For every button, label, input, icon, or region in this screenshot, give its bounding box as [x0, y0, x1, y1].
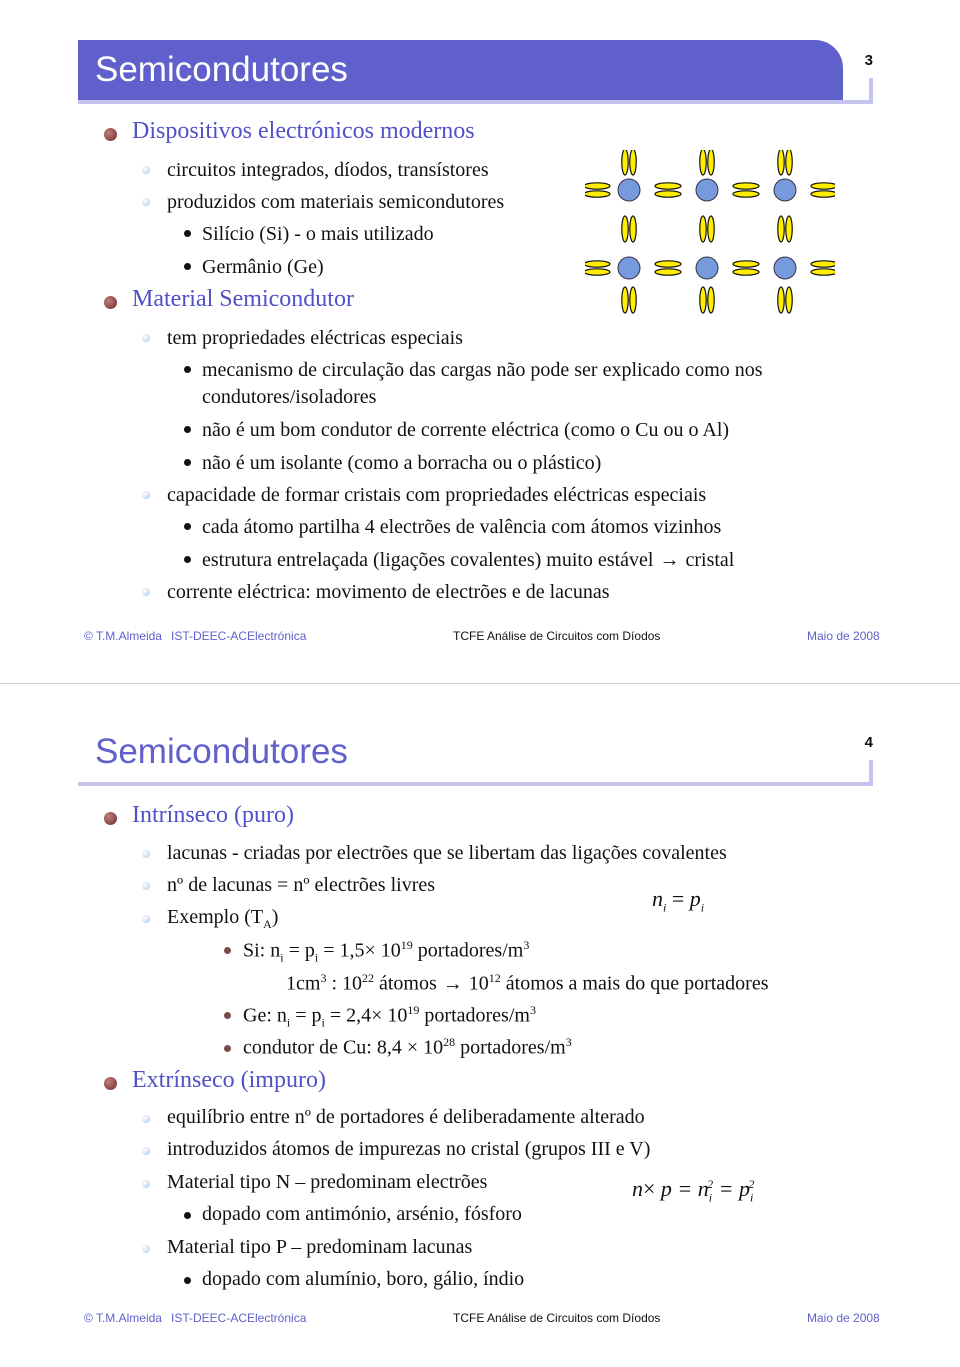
list-item-text: cristal [685, 549, 735, 571]
bullet-level3 [184, 459, 191, 466]
atom [774, 257, 796, 279]
footer-date: Maio de 2008 [807, 1311, 880, 1325]
slide-header [78, 40, 873, 100]
list-item: Silício (Si) - o mais utilizado [202, 223, 434, 245]
footer-dept: IST-DEEC-ACElectrónica [171, 629, 307, 643]
bullet-level3 [184, 366, 191, 373]
bullet-level1 [104, 296, 117, 309]
arrow-icon: → [659, 549, 680, 571]
slide-title: Semicondutores [95, 732, 348, 771]
list-item: circuitos integrados, díodos, transístores [167, 159, 489, 181]
title-rule-corner [869, 760, 873, 786]
bullet-level2 [142, 588, 150, 596]
atom [696, 257, 718, 279]
bullet-level3 [224, 1012, 231, 1019]
footer-course: TCFE Análise de Circuitos com Díodos [453, 1311, 661, 1325]
bullet-level3 [184, 523, 191, 530]
footer-course: TCFE Análise de Circuitos com Díodos [453, 629, 661, 643]
section-heading: Dispositivos electrónicos modernos [132, 118, 475, 144]
bullet-level2 [142, 850, 150, 858]
times-icon: × [364, 939, 376, 962]
bullet-level1 [104, 1077, 117, 1090]
list-item: tem propriedades eléctricas especiais [167, 327, 463, 349]
bullet-level2 [142, 1115, 150, 1123]
electron [585, 269, 610, 275]
page-number: 4 [864, 734, 873, 751]
electron [811, 183, 835, 189]
footer-author: © T.M.Almeida [84, 1311, 162, 1325]
electron [733, 191, 759, 197]
equation-intrinsic: $n_i = p_i$ [652, 886, 705, 915]
title-rule-corner [869, 78, 873, 104]
electron [786, 216, 792, 242]
footer-author: © T.M.Almeida [84, 629, 162, 643]
bullet-level3 [184, 426, 191, 433]
bullet-level2 [142, 1147, 150, 1155]
bullet-level2 [142, 491, 150, 499]
slide-title: Semicondutores [95, 50, 348, 89]
slide-3 [0, 0, 960, 683]
bullet-level2 [142, 334, 150, 342]
electron [622, 287, 628, 313]
list-item: corrente eléctrica: movimento de electrões e de lacunas [167, 581, 610, 603]
electron [778, 287, 784, 313]
electron [655, 261, 681, 267]
list-item: Si: $n_i = p_i = 1,5\times 10^{19}$ portadores/$m^3$ [243, 938, 530, 965]
bullet-level3 [224, 1045, 231, 1052]
electron [778, 216, 784, 242]
title-rule [78, 100, 873, 104]
electron [630, 150, 636, 175]
bullet-level3 [184, 556, 191, 563]
list-item: dopado com alumínio, boro, gálio, índio [202, 1268, 525, 1290]
electron [655, 269, 681, 275]
electron [708, 150, 714, 175]
list-item: lacunas - criadas por electrões que se libertam das ligações covalentes [167, 842, 727, 864]
electron [786, 287, 792, 313]
bullet-level2 [142, 166, 150, 174]
list-item: equilíbrio entre nº de portadores é deliberadamente alterado [167, 1106, 645, 1128]
list-item: dopado com antimónio, arsénio, fósforo [202, 1203, 522, 1225]
times-icon: × [643, 1176, 656, 1201]
list-item: capacidade de formar cristais com propriedades eléctricas especiais [167, 484, 707, 506]
title-rule [78, 782, 873, 786]
list-item: introduzidos átomos de impurezas no cristal (grupos III e V) [167, 1138, 651, 1160]
bullet-level3 [184, 230, 191, 237]
bullet-level2 [142, 882, 150, 890]
times-icon: × [406, 1036, 419, 1059]
atom [774, 179, 796, 201]
electron [811, 269, 835, 275]
bullet-level3 [184, 263, 191, 270]
list-item-continued: condutores/isoladores [202, 386, 377, 408]
electron [630, 287, 636, 313]
electron [733, 269, 759, 275]
bullet-level1 [104, 128, 117, 141]
list-item: produzidos com materiais semicondutores [167, 191, 505, 213]
footer-date: Maio de 2008 [807, 629, 880, 643]
list-item: cada átomo partilha 4 electrões de valência com átomos vizinhos [202, 516, 722, 538]
section-heading: Intrínseco (puro) [132, 802, 294, 828]
slide-4 [0, 684, 960, 1367]
atom [696, 179, 718, 201]
bullet-level2 [142, 915, 150, 923]
list-item-continued: $1cm^3$ : $10^{22}$ átomos → $10^{12}$ átomos a mais do que portadores [286, 971, 769, 995]
list-item: Ge: $n_i = p_i = 2,4\times 10^{19}$ portadores/$m^3$ [243, 1003, 536, 1030]
electron [655, 191, 681, 197]
electron [733, 261, 759, 267]
electron [708, 216, 714, 242]
electron [700, 150, 706, 175]
list-item [202, 549, 734, 572]
list-item: mecanismo de circulação das cargas não pode ser explicado como nos [202, 359, 763, 381]
atom [618, 257, 640, 279]
bullet-level2 [142, 198, 150, 206]
list-item: não é um isolante (como a borracha ou o plástico) [202, 452, 602, 474]
bullet-level2 [142, 1245, 150, 1253]
list-item: Material tipo N – predominam electrões [167, 1171, 488, 1193]
electron [786, 150, 792, 175]
text: ) [271, 906, 279, 928]
lattice-group [585, 150, 835, 313]
electron [811, 261, 835, 267]
footer-dept: IST-DEEC-ACElectrónica [171, 1311, 307, 1325]
list-item: não é um bom condutor de corrente eléctrica (como o Cu ou o Al) [202, 419, 730, 441]
times-icon: × [371, 1004, 383, 1027]
electron [778, 150, 784, 175]
electron [585, 183, 610, 189]
slide-header [78, 722, 873, 782]
text: Exemplo (T [167, 906, 264, 928]
subscript: A [263, 917, 272, 931]
section-heading: Extrínseco (impuro) [132, 1067, 326, 1093]
list-item: condutor de Cu: $8,4 \times 10^{28}$ portadores/$m^3$ [243, 1035, 572, 1059]
electron [622, 216, 628, 242]
electron [700, 216, 706, 242]
electron [811, 191, 835, 197]
electron [622, 150, 628, 175]
electron [585, 191, 610, 197]
page-number: 3 [864, 52, 873, 69]
list-item: Germânio (Ge) [202, 256, 324, 278]
electron [655, 183, 681, 189]
electron [630, 216, 636, 242]
list-item-text: estrutura entrelaçada (ligações covalentes) muito estável [202, 549, 654, 571]
electron [708, 287, 714, 313]
bullet-level3 [184, 1212, 191, 1219]
bullet-level1 [104, 812, 117, 825]
equation-extrinsic: $n\times p = n_i^2 = p_i^2$ [632, 1176, 755, 1205]
list-item: nº de lacunas = nº electrões livres [167, 874, 436, 896]
bullet-level3 [184, 1277, 191, 1284]
electron [700, 287, 706, 313]
list-item [167, 906, 278, 932]
section-heading: Material Semicondutor [132, 286, 354, 312]
list-item: Material tipo P – predominam lacunas [167, 1236, 473, 1258]
arrow-icon: → [442, 972, 463, 995]
crystal-lattice-diagram [585, 150, 835, 315]
electron [733, 183, 759, 189]
bullet-level3 [224, 947, 231, 954]
atom [618, 179, 640, 201]
bullet-level2 [142, 1180, 150, 1188]
electron [585, 261, 610, 267]
